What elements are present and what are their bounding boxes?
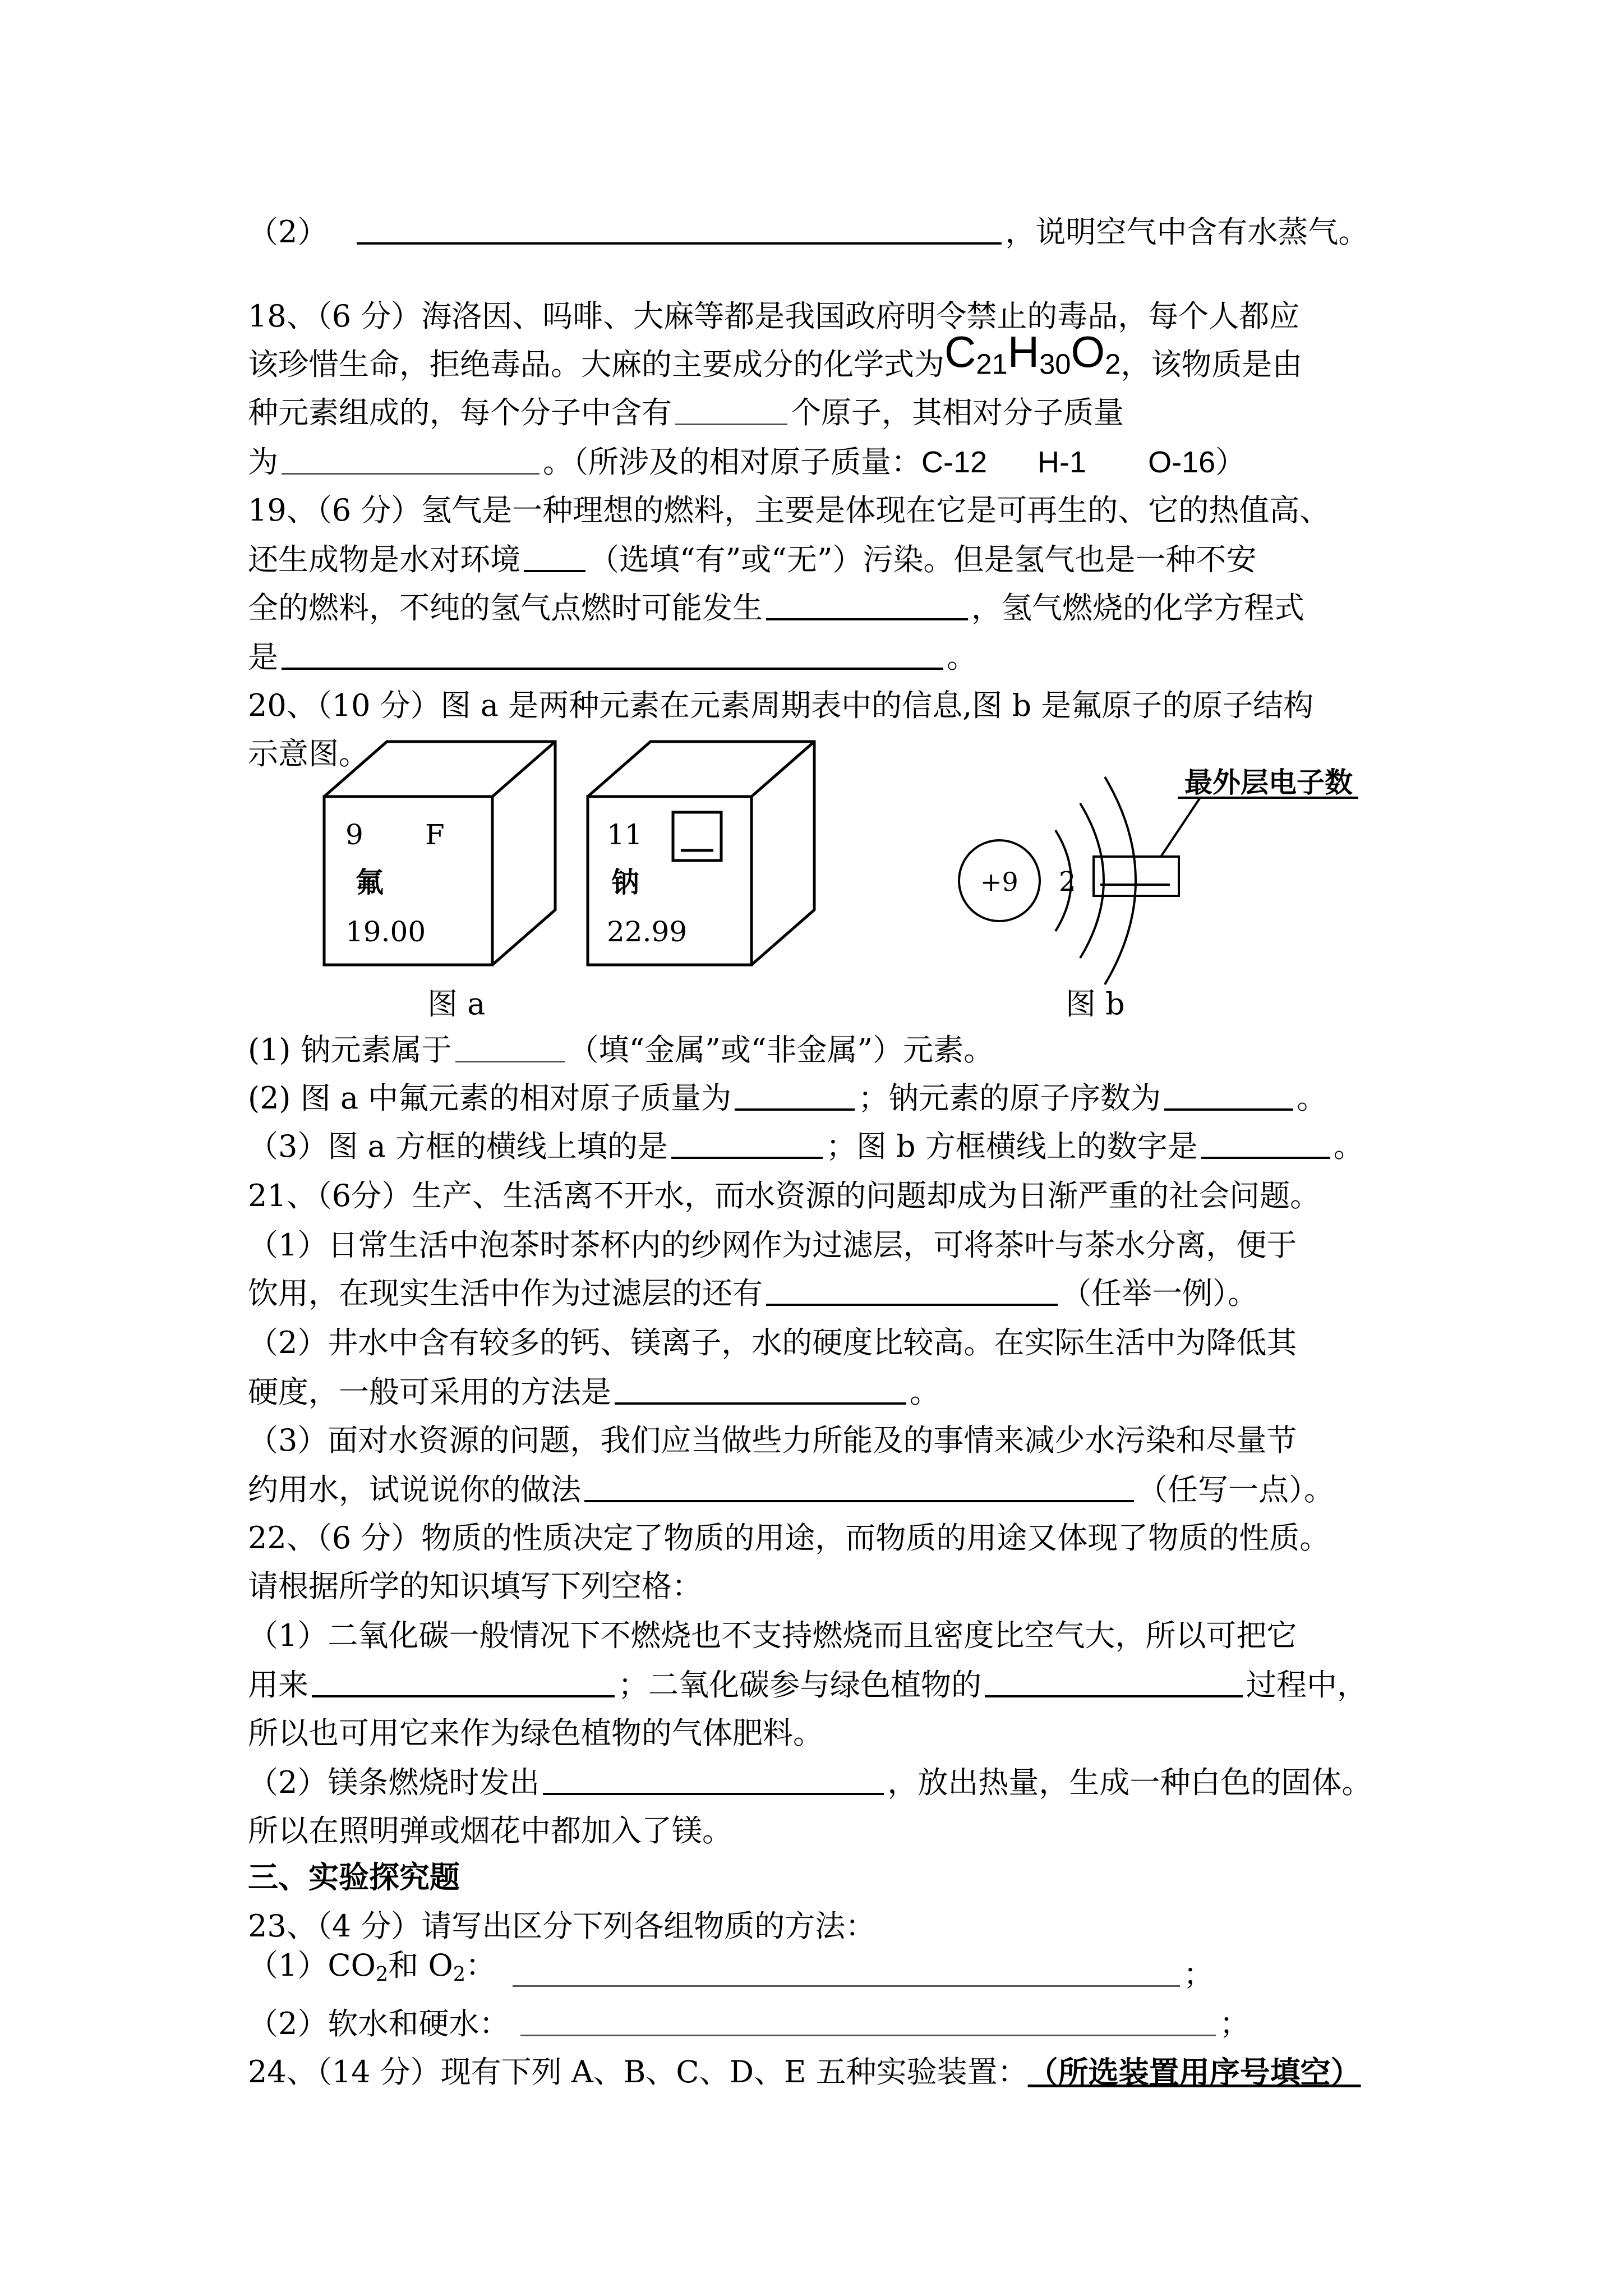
q18-text-3a: 种元素组成的，每个分子中含有 (248, 395, 672, 430)
answer-blank[interactable] (543, 1792, 884, 1795)
q21-text-7a: 约用水，试说说你的做法 (248, 1472, 581, 1507)
answer-blank[interactable] (282, 472, 540, 475)
q23-line2 (248, 1944, 1420, 1995)
caption-b: 图 b (1066, 986, 1125, 1022)
answer-blank[interactable] (735, 1108, 855, 1111)
answer-blank[interactable] (455, 1060, 565, 1062)
q23-item2-label: （2）软水和硬水： (248, 2006, 510, 2041)
q23-text-1: 23、（4 分）请写出区分下列各组物质的方法： (248, 1908, 876, 1944)
answer-blank[interactable] (524, 569, 585, 572)
q23-line1 (248, 1896, 1420, 1947)
q22-text-6a: （2）镁条燃烧时发出 (248, 1765, 540, 1800)
q18-line2 (248, 327, 1420, 385)
q19-text-3b: ，氢气燃烧的化学方程式 (971, 590, 1304, 625)
q17-2-text: ，说明空气中含有水蒸气。 (1005, 214, 1369, 250)
q20-line1 (248, 675, 1420, 726)
answer-blank[interactable] (312, 1695, 615, 1697)
q18-text-4c: ） (1215, 444, 1246, 480)
q19-text-2a: 还生成物是水对环境 (248, 542, 520, 577)
q18-text-1: 18、（6 分）海洛因、吗啡、大麻等都是我国政府明令禁止的毒品，每个人都应 (248, 298, 1300, 334)
q20-sub2 (248, 1068, 1420, 1119)
f-mass: 19.00 (345, 915, 426, 948)
q22-line3 (248, 1605, 1420, 1656)
q17-2-label: （2） (248, 214, 328, 250)
q24-line1 (248, 2042, 1420, 2092)
na-mass: 22.99 (607, 915, 688, 948)
q22-text-6b: ，放出热量，生成一种白色的固体。 (887, 1765, 1372, 1800)
q20-s1b: （填“金属”或“非金属”）元素。 (568, 1032, 994, 1068)
q21-text-6: （3）面对水资源的问题，我们应当做些力所能及的事情来减少水污染和尽量节 (248, 1423, 1297, 1458)
answer-blank[interactable] (766, 1303, 1058, 1306)
q18-text-2a: 该珍惜生命，拒绝毒品。大麻的主要成分的化学式为 (248, 347, 944, 382)
shell-1 (1055, 830, 1071, 931)
q22-text-4c: 过程中， (1246, 1667, 1367, 1703)
answer-blank[interactable] (1201, 1156, 1330, 1159)
answer-blank[interactable] (671, 1156, 823, 1159)
mass-c: C-12 (921, 445, 988, 479)
q22-text-4a: 用来 (248, 1667, 308, 1703)
section-3-heading (248, 1847, 1420, 1897)
q19-line1 (248, 480, 1420, 531)
q18-line3 (248, 383, 1420, 433)
q18-text-3b: 个原子，其相对分子质量 (791, 395, 1124, 430)
q22-text-4b: ；二氧化碳参与绿色植物的 (618, 1667, 981, 1703)
sodium-cube (588, 742, 814, 965)
q20-sub1 (248, 1020, 1420, 1070)
q23-item2-end: ； (1219, 2006, 1250, 2041)
q20-s2a: (2) 图 a 中氟元素的相对原子质量为 (248, 1080, 732, 1116)
q22-text-3: （1）二氧化碳一般情况下不燃烧也不支持燃烧而且密度比空气大，所以可把它 (248, 1618, 1297, 1653)
q22-text-5: 所以也可用它来作为绿色植物的气体肥料。 (248, 1715, 823, 1751)
q21-line5 (248, 1362, 1420, 1412)
q22-line5 (248, 1703, 1420, 1754)
q21-line3 (248, 1263, 1420, 1314)
formula: $C_{21}H_{30}O_2$ (944, 327, 1121, 380)
q20-sub3 (248, 1116, 1420, 1167)
q20-s3b: ；图 b 方框横线上的数字是 (826, 1129, 1198, 1164)
q19-line2 (248, 530, 1420, 580)
answer-blank[interactable] (513, 1985, 1180, 1987)
answer-blank[interactable] (520, 2034, 1216, 2036)
q22-line7 (248, 1801, 1420, 1851)
q22-line4 (248, 1655, 1420, 1705)
q21-line4 (248, 1313, 1420, 1363)
q22-line6 (248, 1752, 1420, 1803)
q18-text-2b: ，该物质是由 (1121, 347, 1303, 382)
q18-line4 (248, 432, 1420, 482)
outer-electron-box (1094, 857, 1179, 896)
q21-text-1: 21、（6分）生产、生活离不开水，而水资源的问题却成为日渐严重的社会问题。 (248, 1178, 1321, 1213)
atom-structure (959, 777, 1358, 984)
answer-blank[interactable] (766, 618, 968, 620)
q22-text-2: 请根据所学的知识填写下列空格： (248, 1568, 702, 1604)
q24-note: （所选装置用序号填空） (1027, 2054, 1361, 2090)
nucleus-charge: +9 (980, 867, 1018, 897)
mass-o: O-16 (1148, 445, 1216, 479)
q18-text-4b: 。（所涉及的相对原子质量： (543, 444, 921, 480)
q24-text: 24、（14 分）现有下列 A、B、C、D、E 五种实验装置： (248, 2054, 1028, 2090)
q19-text-3a: 全的燃料，不纯的氢气点燃时可能发生 (248, 590, 763, 625)
q20-s2b: ；钠元素的原子序数为 (858, 1080, 1161, 1116)
na-name: 钠 (611, 866, 639, 899)
q21-line2 (248, 1215, 1420, 1266)
q19-line4 (248, 627, 1420, 678)
q20-text-2: 示意图。 (248, 736, 369, 771)
answer-blank[interactable] (615, 1402, 906, 1405)
symbol-box (673, 812, 721, 861)
q23-item1-end: ； (1183, 1957, 1214, 1992)
q20-s3a: （3）图 a 方框的横线上填的是 (248, 1129, 668, 1164)
q19-line3 (248, 578, 1420, 628)
q21-text-3b: （任举一例）。 (1061, 1276, 1258, 1311)
f-symbol: F (425, 818, 445, 851)
label-pointer (1161, 798, 1200, 857)
q21-text-5b: 。 (910, 1374, 940, 1410)
q22-text-1: 22、（6 分）物质的性质决定了物质的用途，而物质的用途又体现了物质的性质。 (248, 1520, 1330, 1556)
caption-a: 图 a (427, 986, 486, 1022)
q21-text-3a: 饮用，在现实生活中作为过滤层的还有 (248, 1276, 763, 1311)
fluorine-cube (324, 742, 555, 965)
answer-blank[interactable] (357, 242, 1002, 245)
q22-line2 (248, 1556, 1420, 1607)
shell-2 (1080, 803, 1104, 958)
answer-blank[interactable] (584, 1499, 1134, 1502)
q22-text-7: 所以在照明弹或烟花中都加入了镁。 (248, 1813, 732, 1848)
q21-text-7b: （任写一点）。 (1137, 1472, 1334, 1507)
q20-line2 (248, 724, 1420, 774)
answer-blank[interactable] (985, 1695, 1243, 1697)
q23-item1-label: $(1)CO_2$和 $O_2$： (248, 1948, 496, 1986)
q18-text-4a: 为 (248, 444, 278, 480)
answer-blank[interactable] (1164, 1108, 1293, 1111)
outer-electron-label: 最外层电子数 (1184, 766, 1353, 799)
q19-text-2b: （选填“有”或“无”）污染。但是氢气也是一种不安 (589, 542, 1257, 577)
q20-s1a: (1) 钠元素属于 (248, 1032, 452, 1068)
answer-blank[interactable] (675, 423, 787, 425)
q19-text-4a: 是 (248, 639, 278, 675)
q21-text-5a: 硬度，一般可采用的方法是 (248, 1374, 611, 1410)
shell-3 (1105, 777, 1136, 984)
f-name: 氟 (356, 866, 384, 899)
q23-line3 (248, 1994, 1420, 2044)
na-atomic-number: 11 (607, 818, 643, 851)
q19-text-4b: 。 (947, 639, 977, 675)
mass-h: H-1 (1038, 445, 1087, 479)
q20-s3c: 。 (1333, 1129, 1364, 1164)
q21-text-4: （2）井水中含有较多的钙、镁离子，水的硬度比较高。在实际生活中为降低其 (248, 1325, 1297, 1360)
q17-2-line (248, 202, 1420, 252)
q18-line1 (248, 286, 1420, 337)
f-atomic-number: 9 (345, 818, 363, 851)
q21-line6 (248, 1410, 1420, 1461)
q20-s2c: 。 (1297, 1080, 1327, 1116)
q21-line7 (248, 1460, 1420, 1510)
nucleus (959, 840, 1040, 921)
q20-text-1: 20、（10 分）图 a 是两种元素在元素周期表中的信息,图 b 是氟原子的原子结构 (248, 688, 1314, 723)
inner-shell-electrons: 2 (1059, 866, 1076, 898)
q22-line1 (248, 1508, 1420, 1558)
q19-text-1: 19、（6 分）氢气是一种理想的燃料，主要是体现在它是可再生的、它的热值高、 (248, 493, 1330, 528)
q21-text-2: （1）日常生活中泡茶时茶杯内的纱网作为过滤层，可将茶叶与茶水分离，便于 (248, 1227, 1297, 1263)
answer-blank[interactable] (282, 667, 943, 670)
q21-line1 (248, 1166, 1420, 1216)
section-title: 三、实验探究题 (248, 1859, 460, 1895)
